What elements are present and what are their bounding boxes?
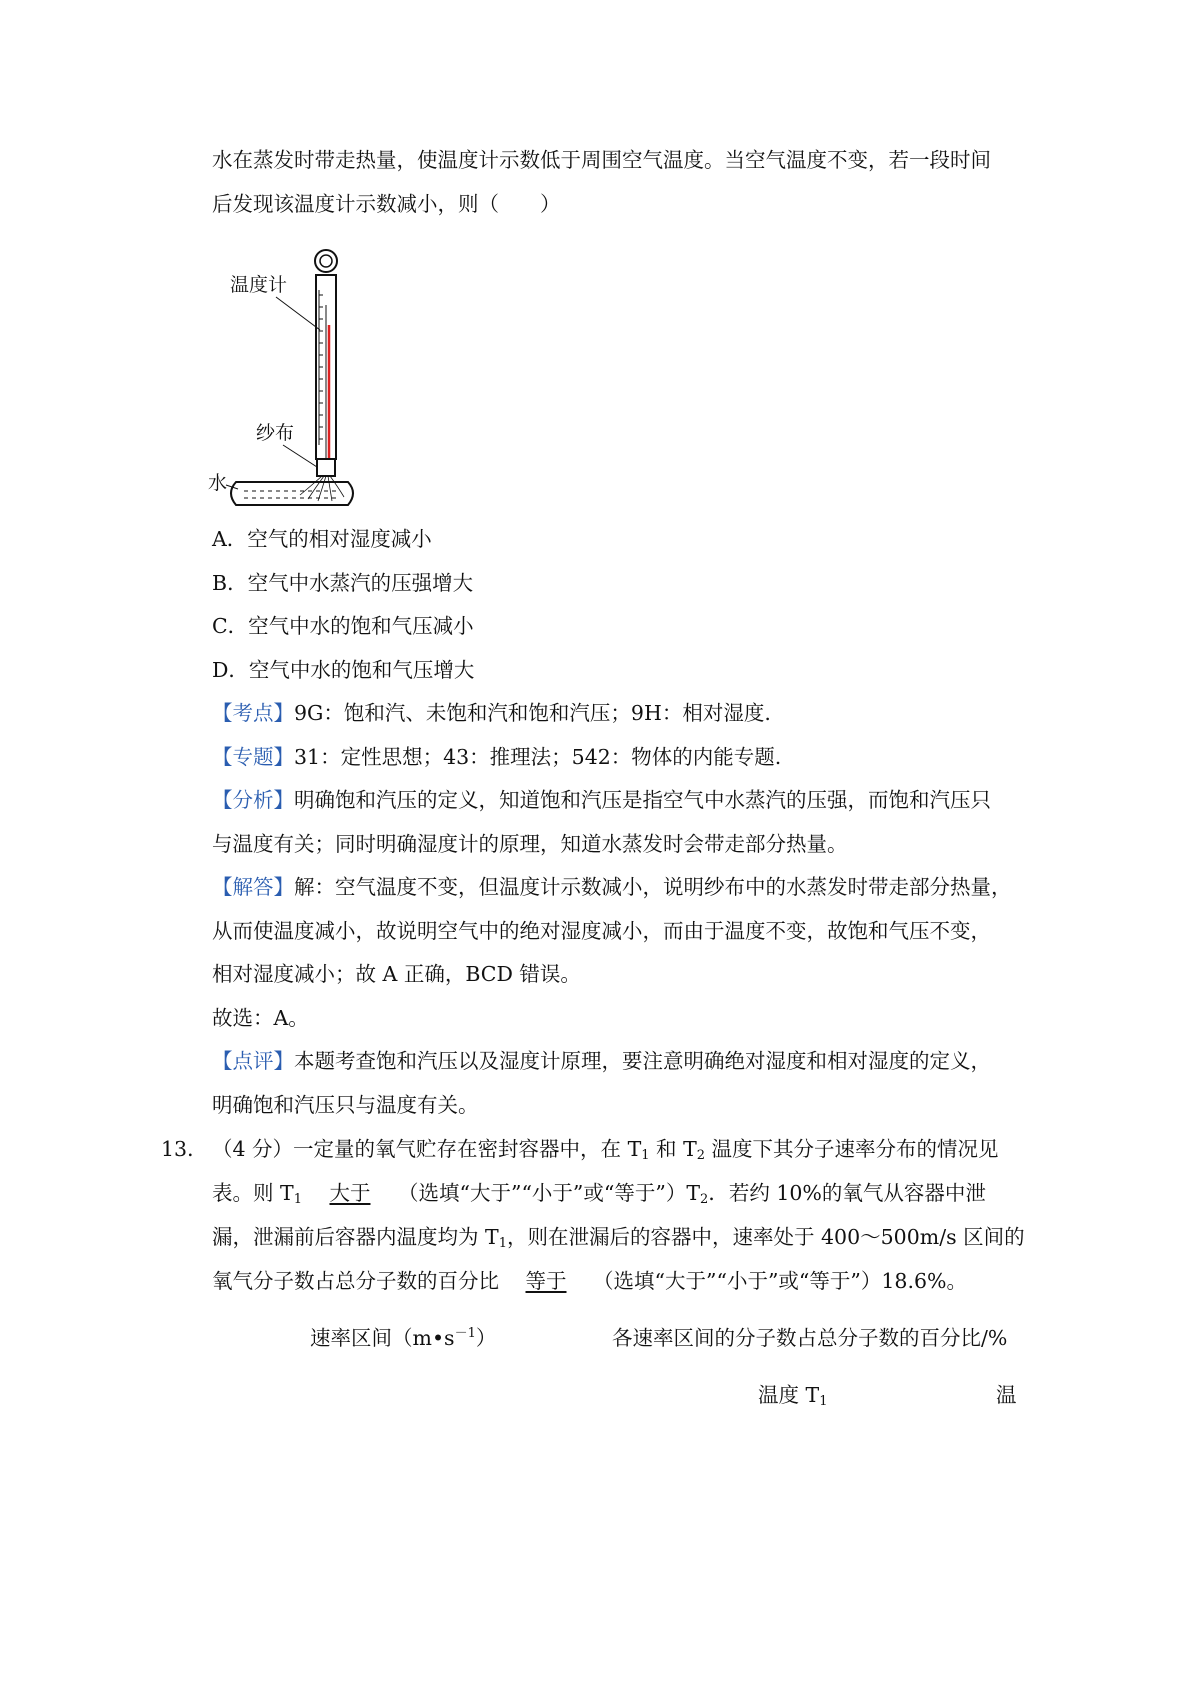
table-header-percent: 各速率区间的分子数占总分子数的百分比/% [612,1326,1008,1350]
answer-blank-2: 等于 [525,1269,567,1293]
question13-line [212,1264,967,1294]
answer-blank-1: 大于 [329,1181,371,1205]
text-span: 温度 T [758,1383,820,1407]
fenxi-line: 与温度有关；同时明确湿度计的原理，知道水蒸发时会带走部分热量。 [212,832,848,856]
text-span: 氧气分子数占总分子数的百分比 [212,1269,499,1293]
question-stem-line: 水在蒸发时带走热量，使温度计示数低于周围空气温度。当空气温度不变，若一段时间 [212,148,991,172]
dianping-line: 明确饱和汽压只与温度有关。 [212,1093,479,1117]
gauze-box [317,459,335,476]
subscript: 1 [819,1394,828,1409]
question13-line [212,1132,999,1163]
question13-line [212,1220,1025,1251]
question13-line [212,1176,986,1207]
thermometer-label: 温度计 [230,274,288,296]
option-c: C．空气中水的饱和气压减小 [212,614,474,638]
answer-line: 故选：A。 [212,1006,309,1030]
fenxi-line [212,783,991,813]
zhuanti-text: 31：定性思想；43：推理法；542：物体的内能专题. [294,745,782,769]
kaodian-text: 9G：饱和汽、未饱和汽和饱和汽压；9H：相对湿度. [294,701,771,725]
text-span: 和 T [649,1137,697,1161]
table-subheader-t1 [758,1378,827,1409]
subscript: 1 [293,1192,302,1207]
jieda-text: 解：空气温度不变，但温度计示数减小，说明纱布中的水蒸发时带走部分热量， [294,875,1012,899]
subscript: 1 [498,1236,507,1251]
dianping-tag: 【点评】 [212,1049,294,1073]
table-subheader-t2: 温 [996,1383,1017,1407]
question13-number: 13． [161,1137,208,1161]
text-span: 漏，泄漏前后容器内温度均为 T [212,1225,499,1249]
option-b: B．空气中水蒸汽的压强增大 [212,571,474,595]
text-span: ） [475,1326,497,1350]
table-header-speed [310,1321,496,1351]
option-d: D．空气中水的饱和气压增大 [212,658,475,682]
kaodian-tag: 【考点】 [212,701,294,725]
dianping-text: 本题考查饱和汽压以及湿度计原理，要注意明确绝对湿度和相对湿度的定义， [294,1049,991,1073]
text-span: （选填“大于”“小于”或“等于”）18.6%。 [593,1269,968,1293]
kaodian-line [212,696,771,726]
text-span: 温度下其分子速率分布的情况见 [705,1137,999,1161]
text-span: （4 分）一定量的氧气贮存在密封容器中，在 T [212,1137,642,1161]
thermometer-figure [208,245,388,550]
fenxi-tag: 【分析】 [212,788,294,812]
question-stem-line: 后发现该温度计示数减小，则（ ） [212,192,561,216]
water-dish [231,482,353,505]
subscript: 2 [696,1148,706,1163]
jieda-tag: 【解答】 [212,875,294,899]
jieda-line: 从而使温度减小，故说明空气中的绝对湿度减小，而由于温度不变，故饱和气压不变， [212,919,991,943]
dianping-line [212,1044,991,1074]
subscript: 1 [641,1148,650,1163]
text-span: （选填“大于”“小于”或“等于”）T [397,1181,701,1205]
option-a: A．空气的相对湿度减小 [212,527,432,551]
jieda-line [212,870,1012,900]
fenxi-text: 明确饱和汽压的定义，知道饱和汽压是指空气中水蒸汽的压强，而饱和汽压只 [294,788,991,812]
text-span: 表。则 T [212,1181,294,1205]
gauze-label: 纱布 [256,422,295,444]
text-span: 速率区间（m•s [310,1326,455,1350]
text-span: ，则在泄漏后的容器中，速率处于 400～500m/s 区间的 [506,1225,1025,1249]
water-label: 水 [208,472,228,494]
subscript: 2 [700,1192,709,1207]
text-span: ．若约 10%的氧气从容器中泄 [708,1181,986,1205]
jieda-line: 相对湿度减小；故 A 正确，BCD 错误。 [212,962,581,986]
zhuanti-tag: 【专题】 [212,745,294,769]
superscript: －1 [454,1326,476,1341]
zhuanti-line [212,740,781,770]
